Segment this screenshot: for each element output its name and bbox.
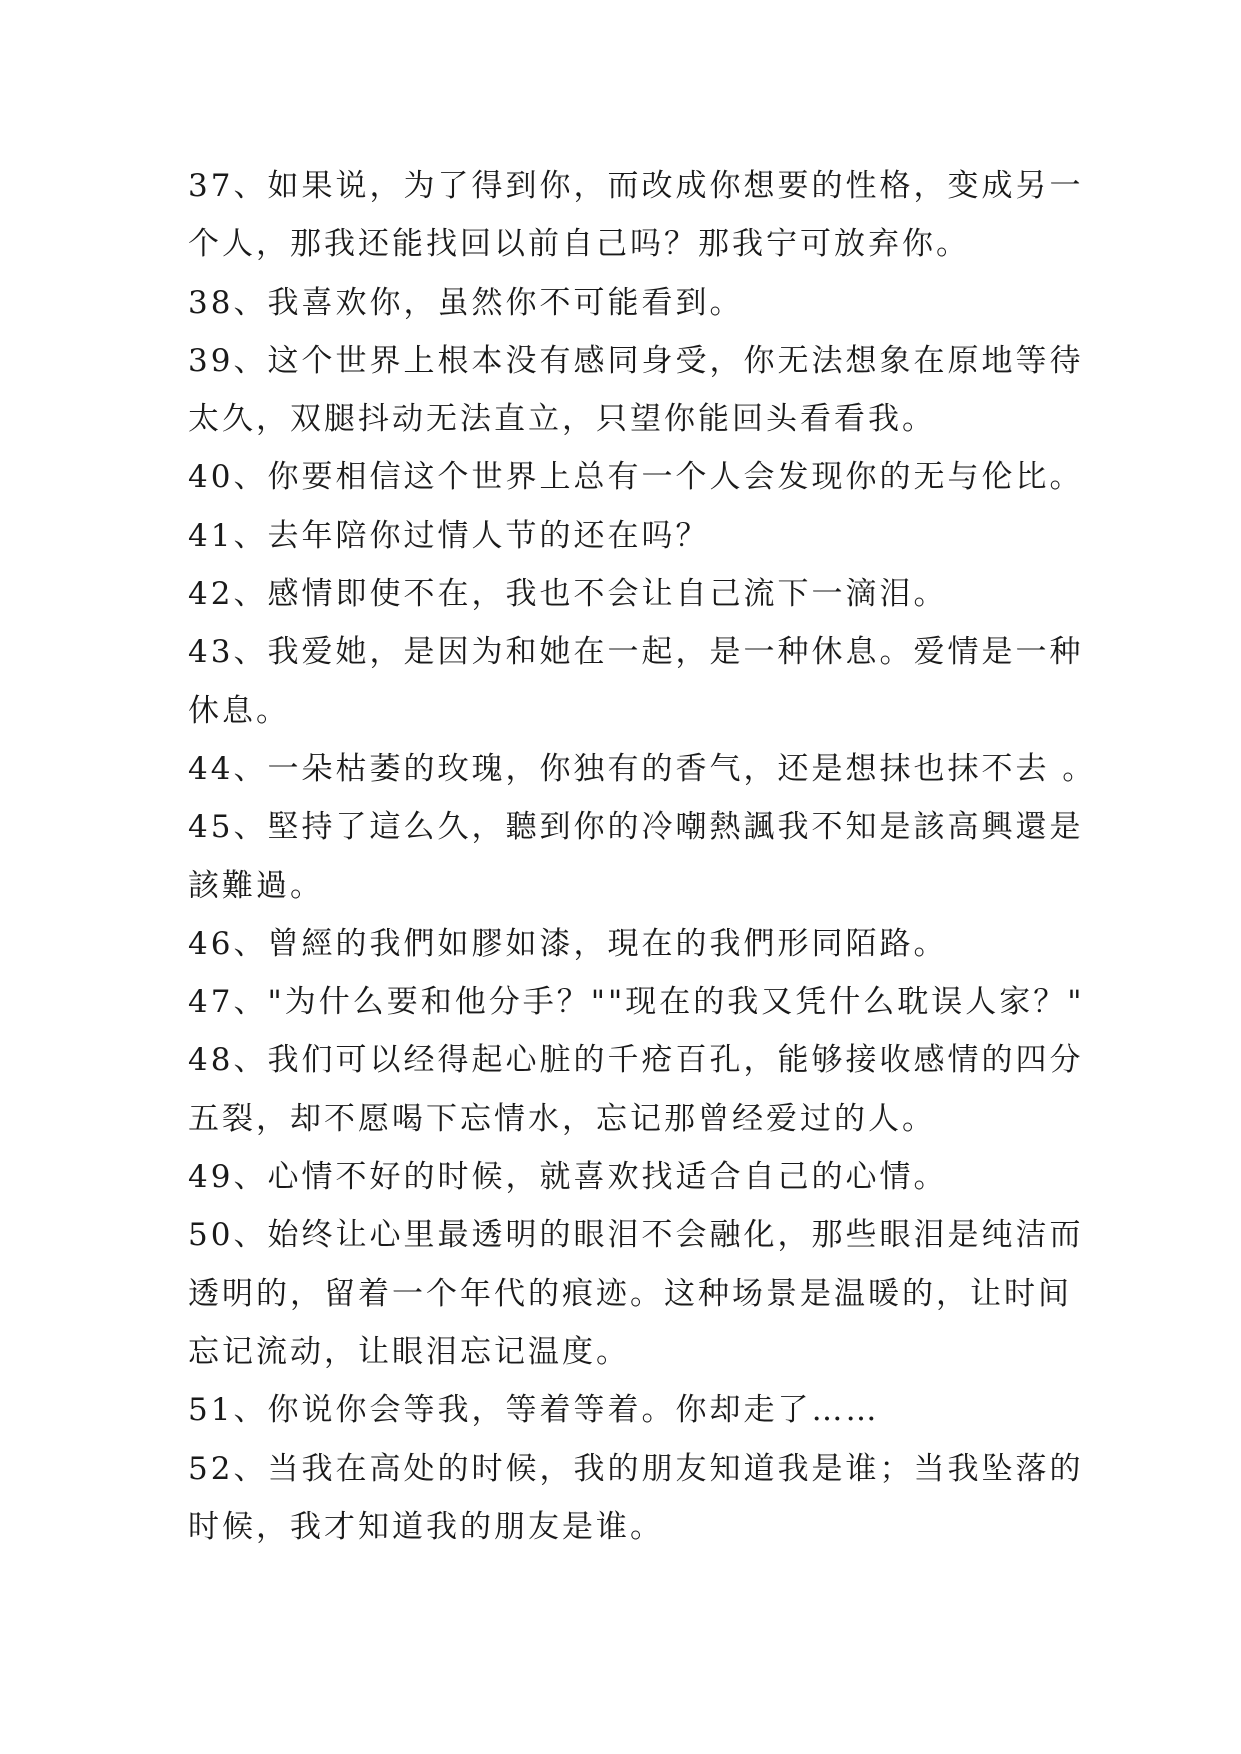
text-line: 忘记流动，让眼泪忘记温度。 [188, 1333, 630, 1370]
text-line: 43、我爱她，是因为和她在一起，是一种休息。爱情是一种 [188, 634, 1084, 671]
text-line: 40、你要相信这个世界上总有一个人会发现你的无与伦比。 [188, 459, 1084, 496]
text-line: 45、堅持了這么久，聽到你的冷嘲熱諷我不知是該高興還是 [188, 809, 1084, 846]
text-line: 42、感情即使不在，我也不会让自己流下一滴泪。 [188, 576, 948, 613]
text-line: 49、心情不好的时候，就喜欢找适合自己的心情。 [188, 1159, 948, 1196]
document-body [188, 157, 1097, 1556]
text-line: 41、去年陪你过情人节的还在吗？ [188, 517, 710, 554]
text-line: 該難過。 [188, 867, 324, 904]
text-line: 51、你说你会等我，等着等着。你却走了…… [188, 1392, 880, 1429]
text-line: 39、这个世界上根本没有感同身受，你无法想象在原地等待 [188, 342, 1084, 379]
text-line: 太久，双腿抖动无法直立，只望你能回头看看我。 [188, 401, 936, 438]
text-line: 个人，那我还能找回以前自己吗？那我宁可放弃你。 [188, 226, 970, 263]
text-line: 44、一朵枯萎的玫瑰，你独有的香气，还是想抹也抹不去 。 [188, 750, 1097, 787]
text-line: 休息。 [188, 692, 290, 729]
text-line: 37、如果说，为了得到你，而改成你想要的性格，变成另一 [188, 168, 1084, 204]
text-line: 50、始终让心里最透明的眼泪不会融化，那些眼泪是纯洁而 [188, 1217, 1084, 1254]
text-line: 47、"为什么要和他分手？""现在的我又凭什么耽误人家？" [188, 984, 1085, 1021]
text-line: 五裂，却不愿喝下忘情水，忘记那曾经爱过的人。 [188, 1100, 936, 1137]
text-line: 52、当我在高处的时候，我的朋友知道我是谁；当我坠落的 [188, 1450, 1084, 1487]
text-line: 48、我们可以经得起心脏的千疮百孔，能够接收感情的四分 [188, 1042, 1084, 1079]
text-line: 38、我喜欢你，虽然你不可能看到。 [188, 284, 744, 321]
text-line: 透明的，留着一个年代的痕迹。这种场景是温暖的，让时间 [188, 1275, 1072, 1312]
text-line: 46、曾經的我們如膠如漆，現在的我們形同陌路。 [188, 925, 948, 962]
text-line: 时候，我才知道我的朋友是谁。 [188, 1508, 664, 1545]
